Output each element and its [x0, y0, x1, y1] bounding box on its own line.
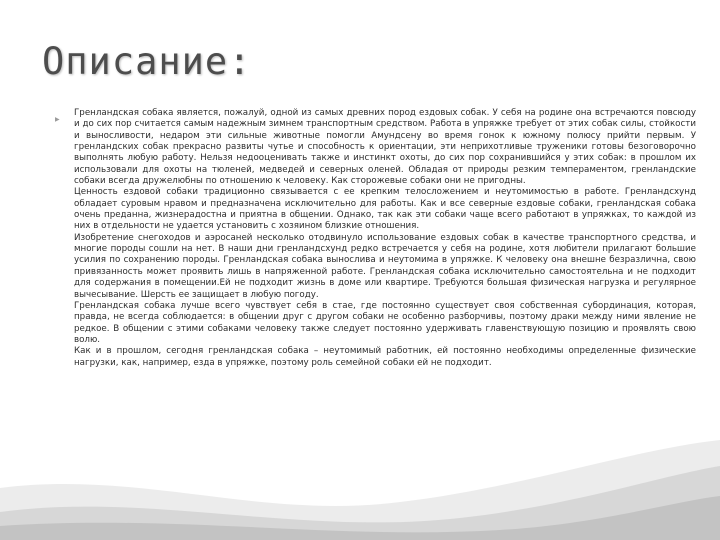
wave-decoration: [0, 440, 720, 540]
slide-body: [74, 108, 696, 369]
paragraph: Гренландская собака лучше всего чувствует себя в стае, где постоянно существует своя собственная субординация, которая, правда, не всегда соблюдается: в общении друг с другом собаки не особенно разборчивы, поэтому драки между ними явление не редкое. В общении с этими собаками человеку также следует постоянно удерживать главенствующую позицию и проявлять свою волю.: [74, 300, 696, 345]
triangle-bullet-icon: ▶: [55, 116, 60, 123]
slide-title: Описание:: [42, 40, 252, 83]
paragraph: Ценность ездовой собаки традиционно связывается с ее крепким телосложением и неутомимостью в работе. Гренландсхунд обладает суровым нравом и предназначена исключительно для работы. Как и все северные ездовые собаки, гренландская собака очень преданна, жизнерадостна и приятна в общении. Однако, так как эти собаки чаще всего работают в упряжках, то каждой из них в отдельности не удается установить с хозяином близкие отношения.: [74, 187, 696, 232]
paragraph: Гренландская собака является, пожалуй, одной из самых древних пород ездовых собак. У себя на родине она встречаются повсюду и до сих пор считается самым надежным зимнем транспортным средством. Работа в упряжке требует от этих собак силы, стойкости и выносливости, недаром эти сильные животные помогли Амундсену во время гонок к южному полюсу прийти первым. У гренландских собак прекрасно развиты чутье и способность к ориентации, эти неприхотливые труженики готовы безоговорочно выполнять любую работу. Нельзя недооценивать также и инстинкт охоты, до сих пор сохранившийся у этих собак: в прошлом их использовали для охоты на тюленей, медведей и северных оленей. Обладая от природы резким темпераментом, гренландские собаки всегда дружелюбны по отношению к человеку. Как сторожевые собаки они не пригодны.: [74, 108, 696, 187]
paragraph: Как и в прошлом, сегодня гренландская собака – неутомимый работник, ей постоянно необходимы определенные физические нагрузки, как, например, езда в упряжке, поэтому роль семейной собаки ей не подходит.: [74, 346, 696, 368]
paragraph: Изобретение снегоходов и аэросаней несколько отодвинуло использование ездовых собак в качестве транспортного средства, и многие породы сошли на нет. В наши дни гренландсхунд редко встречается у себя на родине, хотя любители прилагают большие усилия по сохранению породы. Гренландская собака вынослива и неутомима в упряжке. К человеку она внешне безразлична, свою привязанность может проявить лишь в напряженной работе. Гренландская собака исключительно самостоятельна и не подходит для содержания в помещении.Ей не подходит жизнь в доме или квартире. Требуются большая физическая нагрузка и регулярное вычесывание. Шерсть ее защищает в любую погоду.: [74, 232, 696, 300]
